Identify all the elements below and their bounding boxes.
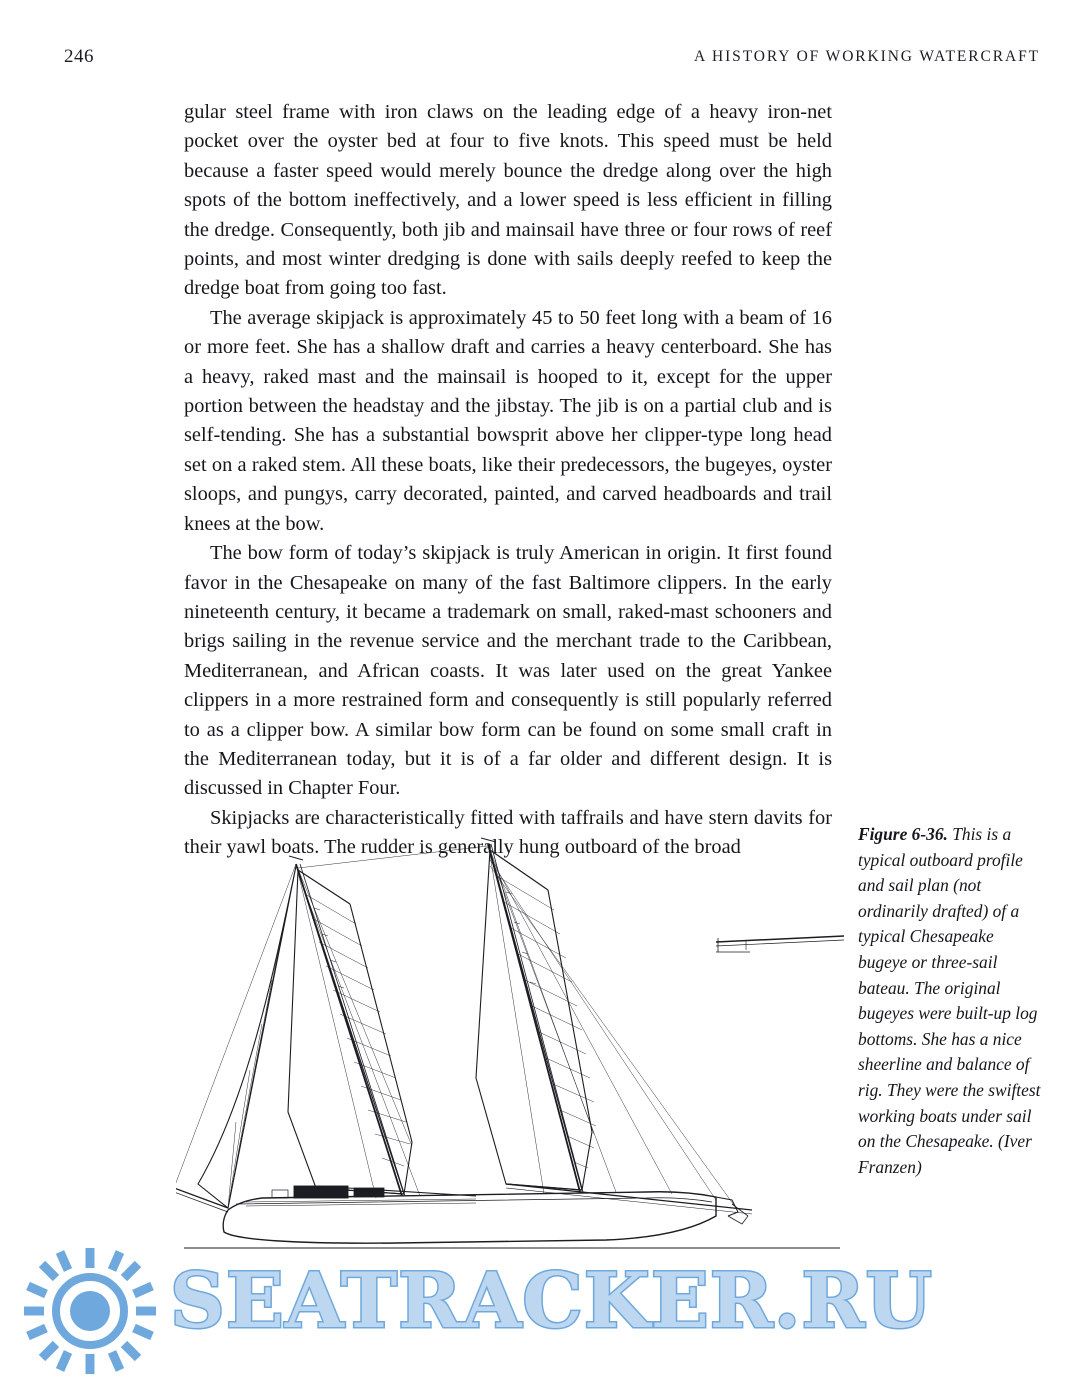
paragraph: The bow form of today’s skipjack is truly American in origin. It first found favor in the Chesapeake on many of the fast Baltimore clippers. In the early nineteenth century, it became a trademark on small, raked-mast schooners and brigs sailing in the revenue service and the merchant trade to the Caribbean, Mediterranean, and African coasts. It was later used on the great Yankee clippers in a more restrained form and consequently is still popularly referred to as a clipper bow. A similar bow form can be found on some small craft in the Mediterranean today, but it is of a far older and different design. It is discussed in Chapter Four. xyxy=(184,542,832,800)
paragraph: gular steel frame with iron claws on the leading edge of a heavy iron-net pocket over the oyster bed at four to five knots. This speed must be held because a faster speed would merely bounce the dredge along over the high spots of the bottom ineffectively, and a lower speed is less efficient in filling the dredge. Consequently, both jib and mainsail have three or four rows of reef points, and most winter dredging is done with sails deeply reefed to keep the dredge boat from going too fast. xyxy=(184,101,832,300)
page-number: 246 xyxy=(64,46,94,67)
paragraph: The average skipjack is approximately 45 to 50 feet long with a beam of 16 or more feet. She has a shallow draft and carries a heavy centerboard. She has a heavy, raked mast and the mainsail is hooped to it, except for the upper portion between the headstay and the jibstay. The jib is on a partial club and is self-tending. She has a substantial bowsprit above her clipper-type long head set on a raked stem. All these boats, like their predecessors, the bugeyes, oyster sloops, and pungys, carry decorated, painted, and carved headboards and trail knees at the bow. xyxy=(184,306,832,535)
figure-label: Figure 6-36. xyxy=(858,824,948,844)
paragraph: Skipjacks are characteristically fitted with taffrails and have stern davits for their yawl boats. The rudder is generally hung outboard of the broad xyxy=(184,806,832,859)
watermark-text: SEATRACKER.RU xyxy=(170,1256,933,1345)
sun-logo-icon xyxy=(14,1246,166,1376)
figure-caption xyxy=(858,822,1044,1180)
running-head: A HISTORY OF WORKING WATERCRAFT xyxy=(694,48,1040,65)
figure-caption-text: This is a typical outboard profile and sail plan (not ordinarily drafted) of a typical Chesapeake bugeye or three-sail bateau. The original bugeyes were built-up log bottoms. She has a nice sheerline and balance of rig. They were the swiftest working boats under sail on the Chesapeake. (Iver Franzen) xyxy=(858,824,1041,1177)
body-text-column xyxy=(184,98,832,863)
bugeye-sail-plan-drawing xyxy=(176,812,848,1272)
